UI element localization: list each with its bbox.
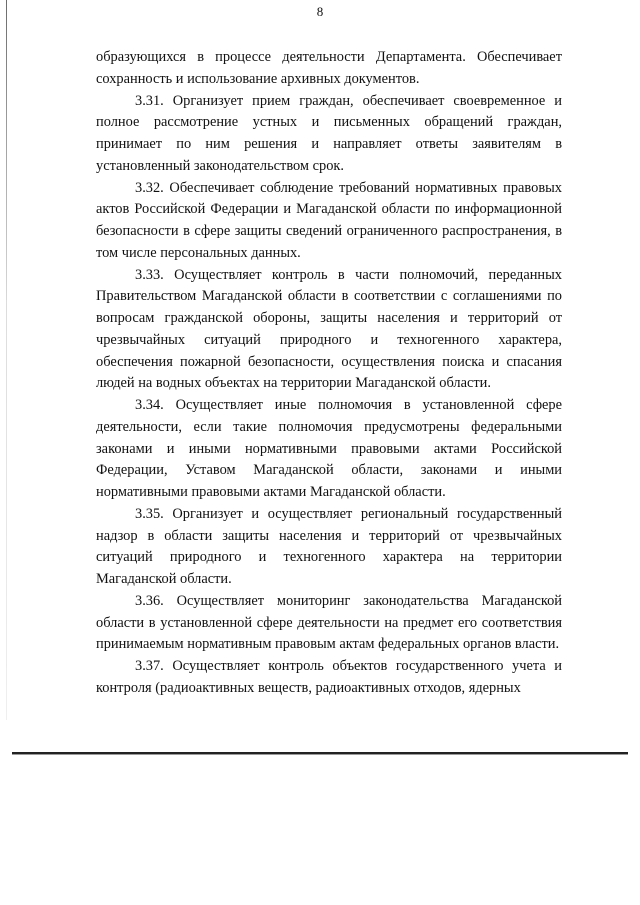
page-number: 8 [316,4,324,19]
paragraph-3-32: 3.32. Обеспечивает соблюдение требований нормативных правовых актов Российской Федерации и Магаданской области по информационной безопасности в сфере защиты сведений ограниченного распространения, в том числе персональных данных. [96,179,562,261]
paragraph-3-35: 3.35. Организует и осуществляет региональный государственный надзор в области защиты населения и территорий от чрезвычайных ситуаций природного и техногенного характера на территории Магаданской области. [96,505,562,587]
paragraph-3-34: 3.34. Осуществляет иные полномочия в установленной сфере деятельности, если такие полномочия предусмотрены федеральными законами и иными нормативными правовыми актами Российской Федерации, Уставом Магаданской области, законами и иными нормативными правовыми актами Магаданской области. [96,397,562,500]
page-bottom-rule-shadow [12,754,628,755]
paragraph-3-36: 3.36. Осуществляет мониторинг законодательства Магаданской области в установленной сфере деятельности на предмет его соответствия принимаемым нормативным правовым актам федеральных органов власти. [96,592,562,653]
document-body [96,47,562,700]
scan-edge-shadow-lower [6,300,7,720]
paragraph-3-37: 3.37. Осуществляет контроль объектов государственного учета и контроля (радиоактивных веществ, радиоактивных отходов, ядерных [96,658,562,696]
paragraph-continuation: образующихся в процессе деятельности Департамента. Обеспечивает сохранность и использование архивных документов. [96,49,562,87]
paragraph-3-33: 3.33. Осуществляет контроль в части полномочий, переданных Правительством Магаданской области в соответствии с соглашениями по вопросам гражданской обороны, защиты населения и территорий от чрезвычайных ситуаций природного и техногенного характера, обеспечения пожарной безопасности, осуществления поиска и спасания людей на водных объектах на территории Магаданской области. [96,266,562,392]
paragraph-3-31: 3.31. Организует прием граждан, обеспечивает своевременное и полное рассмотрение устных и письменных обращений граждан, принимает по ним решения и направляет ответы заявителям в установленный законодательством срок. [96,92,562,174]
scan-edge-shadow [6,0,7,300]
